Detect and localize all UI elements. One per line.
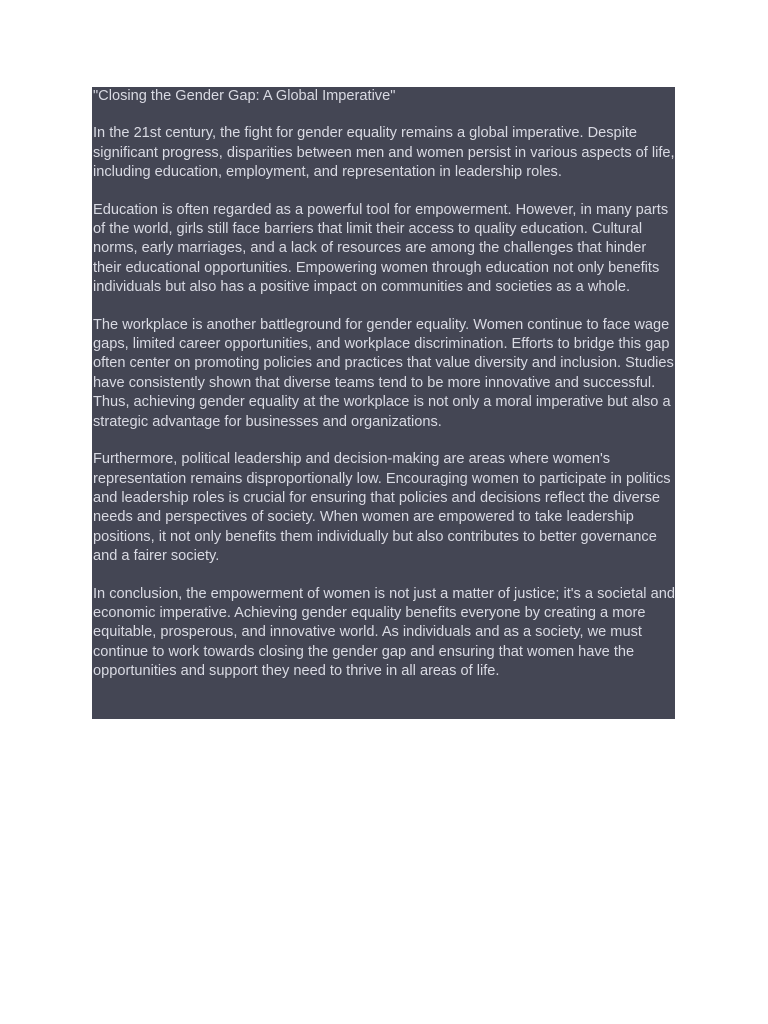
essay-title: "Closing the Gender Gap: A Global Imperative"	[93, 88, 396, 104]
essay-paragraph-politics: Furthermore, political leadership and decision-making are areas where women's representation remains disproportionally low. Encouraging women to participate in politics and leadership roles is crucial for ensuring that policies and decisions reflect the diverse needs and perspectives of society. When women are empowered to take leadership positions, it not only benefits them individually but also contributes to better governance and a fairer society.	[93, 451, 671, 565]
essay-text-block	[92, 87, 675, 719]
essay-paragraph-education: Education is often regarded as a powerful tool for empowerment. However, in many parts of the world, girls still face barriers that limit their access to quality education. Cultural norms, early marriages, and a lack of resources are among the challenges that hinder their educational opportunities. Empowering women through education not only benefits individuals but also has a positive impact on communities and societies as a whole.	[93, 201, 669, 296]
essay-paragraph-conclusion: In conclusion, the empowerment of women is not just a matter of justice; it's a societal and economic imperative. Achieving gender equality benefits everyone by creating a more equitable, prosperous, and innovative world. As individuals and as a society, we must continue to work towards closing the gender gap and ensuring that women have the opportunities and support they need to thrive in all areas of life.	[93, 585, 675, 680]
essay-paragraph-workplace: The workplace is another battleground for gender equality. Women continue to face wage gaps, limited career opportunities, and workplace discrimination. Efforts to bridge this gap often center on promoting policies and practices that value diversity and inclusion. Studies have consistently shown that diverse teams tend to be more innovative and successful. Thus, achieving gender equality at the workplace is not only a moral imperative but also a strategic advantage for businesses and organizations.	[93, 316, 674, 430]
essay-paragraph-intro: In the 21st century, the fight for gender equality remains a global imperative. Despite significant progress, disparities between men and women persist in various aspects of life, including education, employment, and representation in leadership roles.	[93, 125, 675, 181]
